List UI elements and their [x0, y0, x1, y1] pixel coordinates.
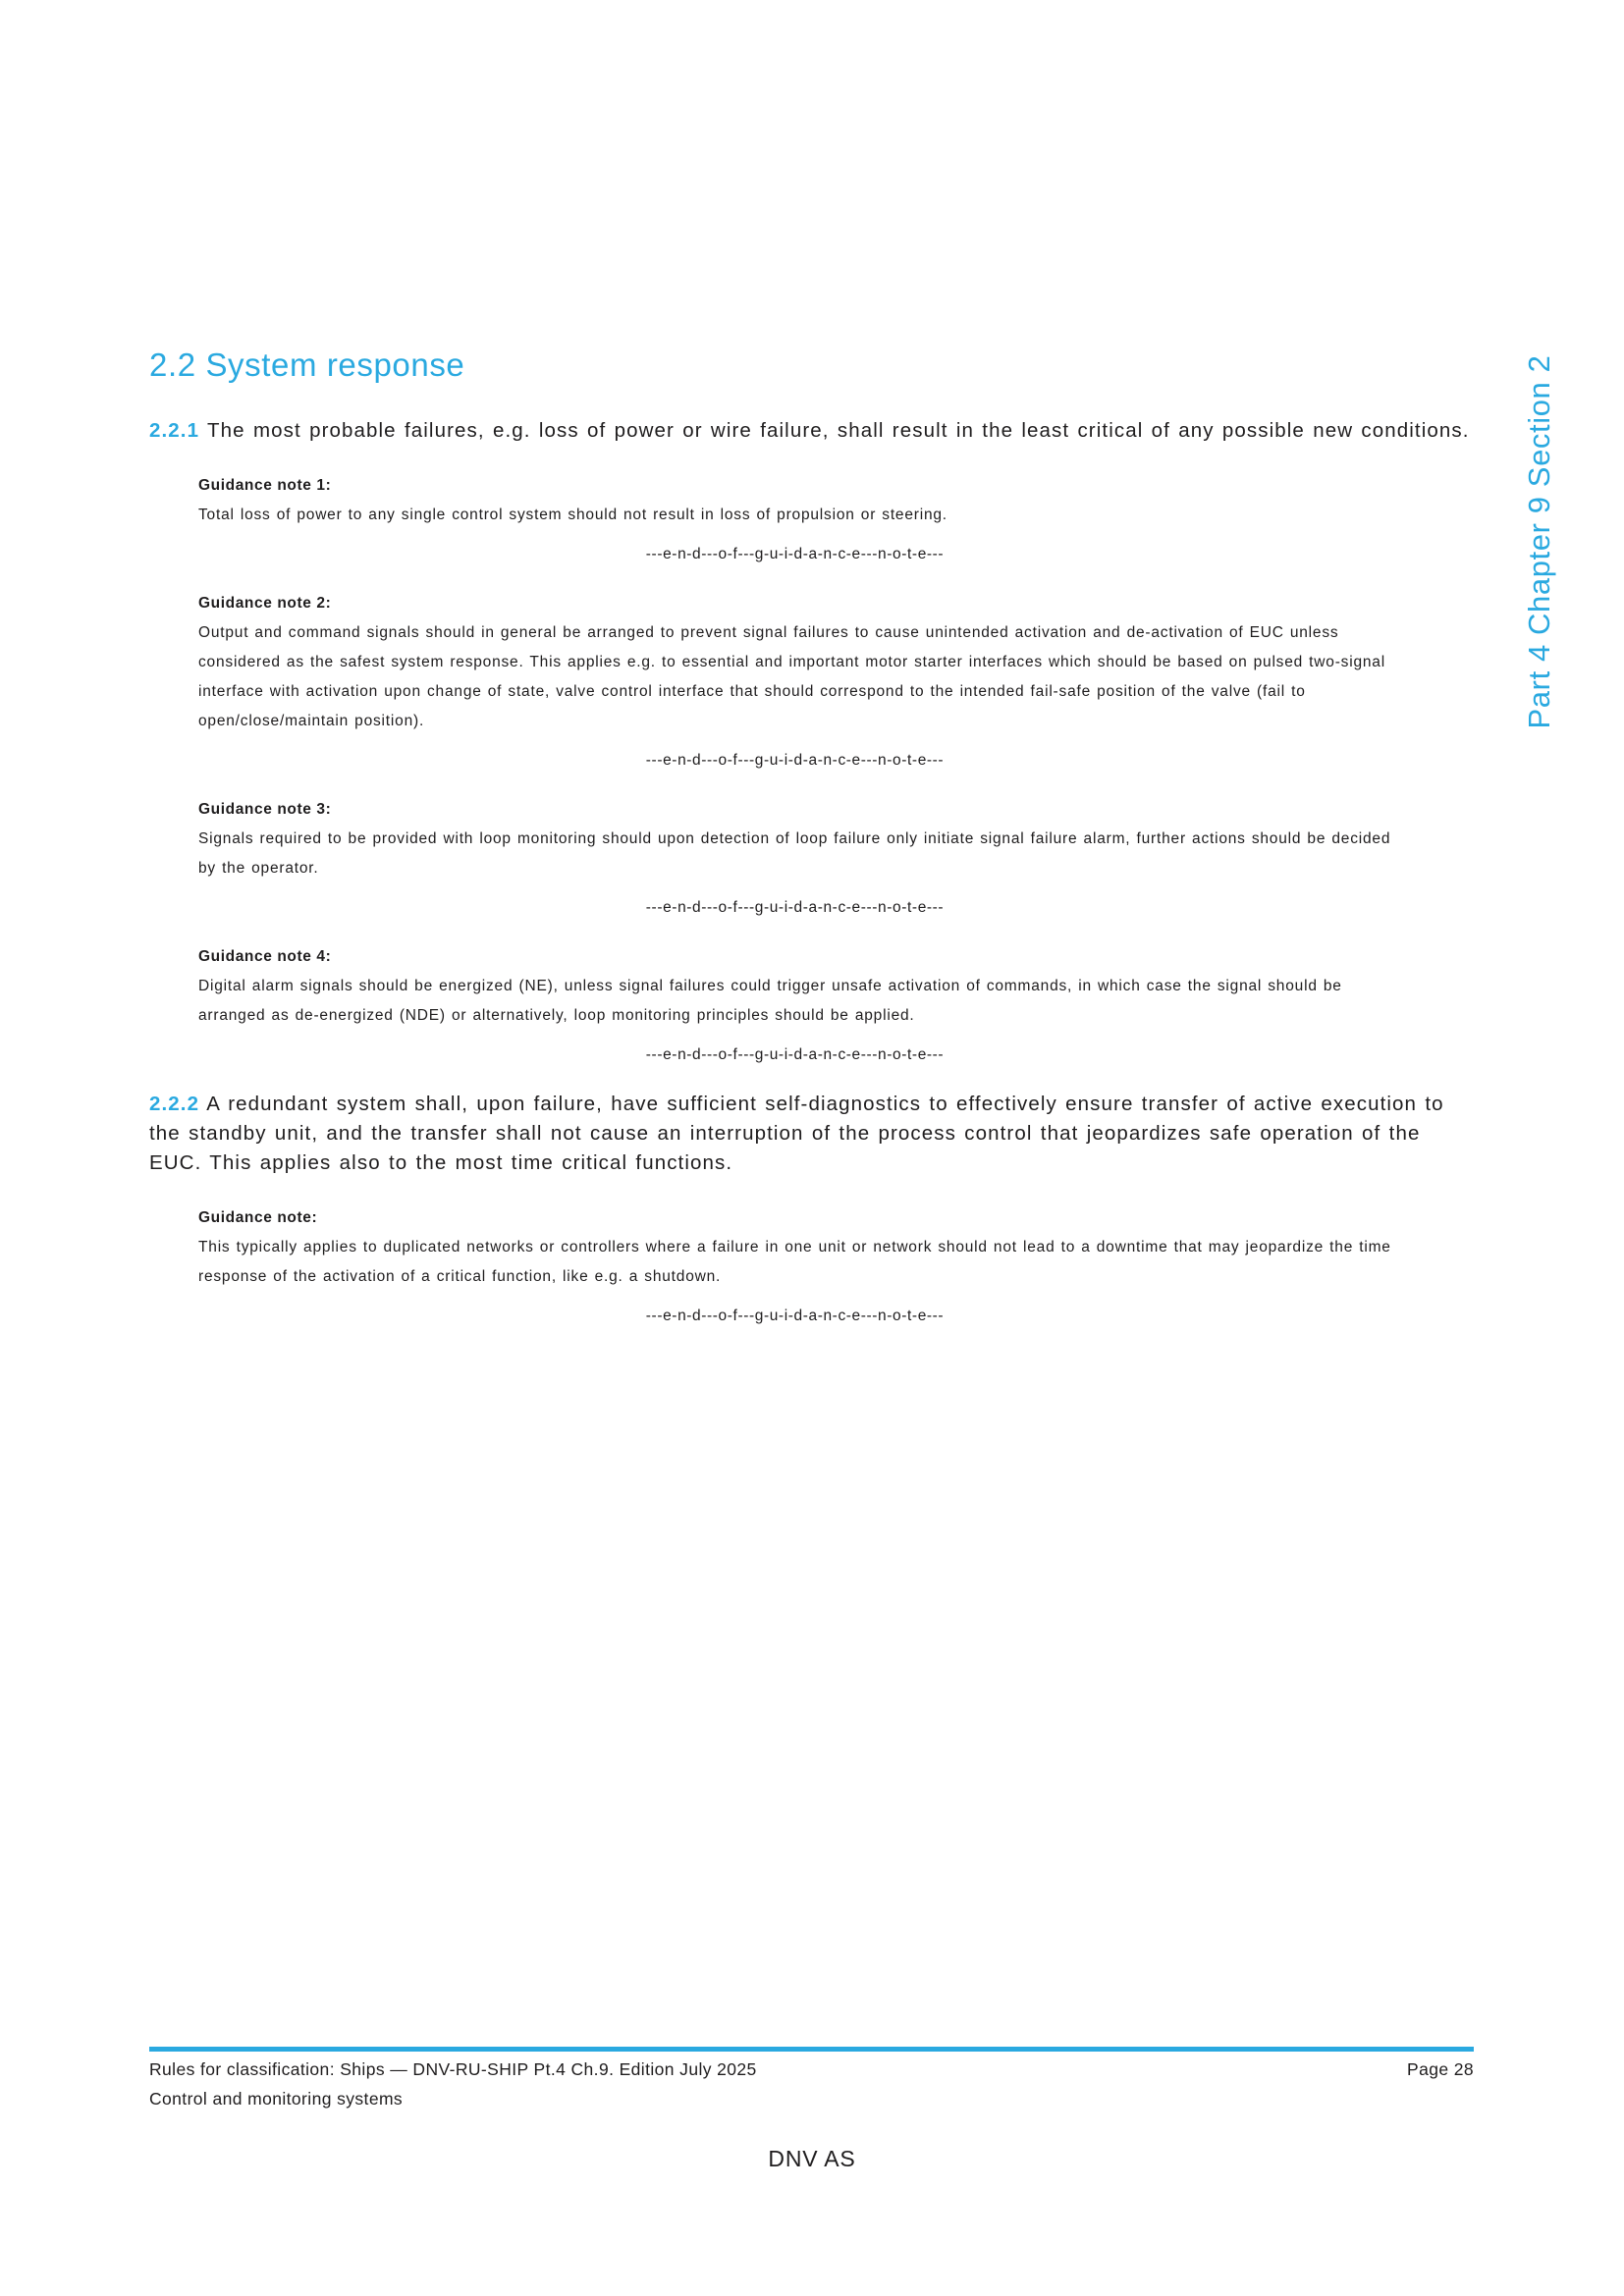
section-title: 2.2 System response: [149, 347, 465, 383]
guidance-note-body: Output and command signals should in general be arranged to prevent signal failures to cause unintended activation and de-activation of EUC unless considered as the safest system response. This applies e.g. to essential and important motor starter interfaces which should be based on pulsed two-signal interface with activation upon change of state, valve control interface that should correspond to the intended fail-safe position of the valve (fail to open/close/maintain position).: [198, 624, 1385, 729]
clause-number: 2.2.1: [149, 419, 200, 442]
guidance-note-title: Guidance note 1:: [198, 477, 332, 494]
footer-doc-subtitle: Control and monitoring systems: [149, 2089, 404, 2109]
guidance-note-1: [198, 471, 1391, 569]
guidance-note-body: Digital alarm signals should be energized (NE), unless signal failures could trigger unsafe activation of commands, in which case the signal should be arranged as de-energized (NDE) or alternatively, loop monitoring principles should be applied.: [198, 978, 1342, 1024]
footer-page-number: Page 28: [1407, 2059, 1474, 2079]
page-content: [149, 346, 1473, 1351]
guidance-note-title: Guidance note 3:: [198, 801, 332, 818]
end-of-guidance-note-marker: ---e-n-d---o-f---g-u-i-d-a-n-c-e---n-o-t-e---: [645, 1308, 945, 1324]
guidance-note-body: Total loss of power to any single control system should not result in loss of propulsion or steering.: [198, 507, 947, 523]
end-of-guidance-note-marker: ---e-n-d---o-f---g-u-i-d-a-n-c-e---n-o-t-e---: [645, 1046, 945, 1063]
sidebar-section-label: Part 4 Chapter 9 Section 2: [1522, 354, 1556, 729]
footer-rule: [149, 2047, 1474, 2052]
end-of-guidance-note-marker: ---e-n-d---o-f---g-u-i-d-a-n-c-e---n-o-t-e---: [645, 899, 945, 916]
clause-2-2-1: [149, 416, 1473, 446]
guidance-note-body: This typically applies to duplicated networks or controllers where a failure in one unit or network should not lead to a downtime that may jeopardize the time response of the activation of a critical function, like e.g. a shutdown.: [198, 1239, 1391, 1285]
clause-2-2-2: [149, 1090, 1473, 1178]
footer-doc-title: Rules for classification: Ships — DNV-RU-SHIP Pt.4 Ch.9. Edition July 2025: [149, 2059, 757, 2079]
guidance-note-title: Guidance note 4:: [198, 948, 332, 965]
clause-text: The most probable failures, e.g. loss of power or wire failure, shall result in the least critical of any possible new conditions.: [207, 419, 1470, 442]
end-of-guidance-note-marker: ---e-n-d---o-f---g-u-i-d-a-n-c-e---n-o-t-e---: [645, 546, 945, 562]
clause-text: A redundant system shall, upon failure, have sufficient self-diagnostics to effectively ensure transfer of active execution to the standby unit, and the transfer shall not cause an interruption of the process control that jeopardizes safe operation of the EUC. This applies also to the most time critical functions.: [149, 1093, 1444, 1174]
footer-publisher: DNV AS: [768, 2146, 856, 2171]
guidance-note-title: Guidance note 2:: [198, 595, 332, 612]
clause-number: 2.2.2: [149, 1093, 200, 1115]
guidance-note-body: Signals required to be provided with loop monitoring should upon detection of loop failure only initiate signal failure alarm, further actions should be decided by the operator.: [198, 830, 1391, 877]
footer-row: [149, 2057, 1474, 2081]
guidance-note-4: [198, 942, 1391, 1070]
guidance-note-5: [198, 1203, 1391, 1331]
end-of-guidance-note-marker: ---e-n-d---o-f---g-u-i-d-a-n-c-e---n-o-t-e---: [645, 752, 945, 769]
guidance-note-title: Guidance note:: [198, 1209, 318, 1226]
guidance-note-2: [198, 589, 1391, 775]
guidance-note-3: [198, 795, 1391, 923]
